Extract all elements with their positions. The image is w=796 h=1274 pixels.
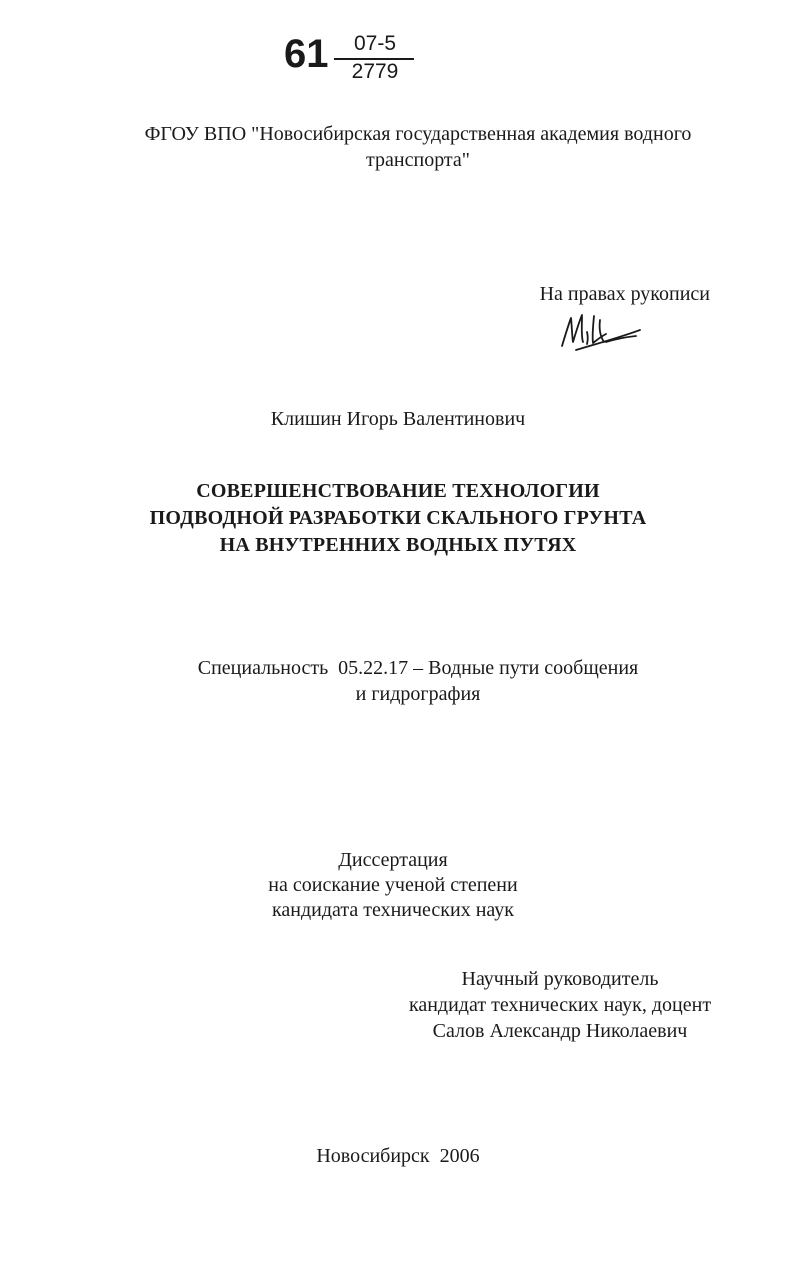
title-line-3: НА ВНУТРЕННИХ ВОДНЫХ ПУТЯХ xyxy=(219,534,577,556)
manuscript-rights-note: На правах рукописи xyxy=(539,283,710,305)
specialty-line-2: и гидрография xyxy=(355,683,481,705)
organization-name xyxy=(120,121,716,173)
city-year: Новосибирск 2006 xyxy=(316,1145,480,1167)
advisor-role: Научный руководитель xyxy=(461,968,659,990)
degree-line-3: кандидата технических наук xyxy=(271,899,515,921)
degree-line-1: Диссертация xyxy=(338,849,448,871)
archive-code-main: 61 xyxy=(284,32,329,76)
organization-line-2: транспорта" xyxy=(366,149,470,171)
advisor-block xyxy=(390,966,730,1044)
dissertation-title xyxy=(98,478,698,559)
title-line-2: ПОДВОДНОЙ РАЗРАБОТКИ СКАЛЬНОГО ГРУНТА xyxy=(149,507,647,529)
degree-line-2: на соискание ученой степени xyxy=(268,874,518,896)
organization-line-1: ФГОУ ВПО "Новосибирская государственная академия водного xyxy=(144,123,692,145)
degree-block xyxy=(193,848,593,923)
archive-code-numerator: 07-5 xyxy=(353,32,397,55)
advisor-name: Салов Александр Николаевич xyxy=(432,1020,688,1042)
specialty-line-1: Специальность 05.22.17 – Водные пути сообщения xyxy=(197,657,639,679)
title-line-1: СОВЕРШЕНСТВОВАНИЕ ТЕХНОЛОГИИ xyxy=(196,480,600,502)
author-name: Клишин Игорь Валентинович xyxy=(270,408,526,430)
archive-code-denominator: 2779 xyxy=(351,60,399,83)
specialty-block xyxy=(120,655,716,707)
advisor-credentials: кандидат технических наук, доцент xyxy=(408,994,712,1016)
signature-image xyxy=(556,306,646,354)
